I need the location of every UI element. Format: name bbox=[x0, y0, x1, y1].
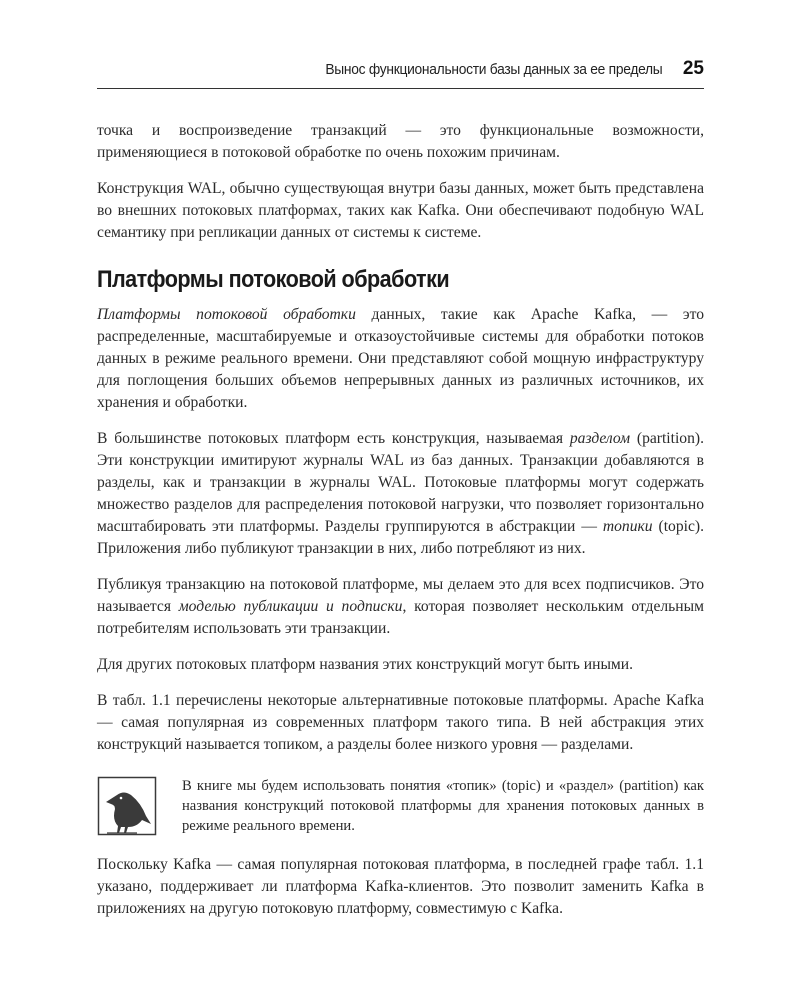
term-emphasis: Платформы потоковой обработки bbox=[97, 306, 356, 323]
paragraph: Поскольку Kafka — самая популярная потоковая платформа, в последней графе табл. 1.1 указано, поддерживает ли платформа Kafka-клиентов. Это позволит заменить Kafka в приложениях на другую потоковую платформу, совместимую с Kafka. bbox=[97, 856, 704, 917]
paragraph: Конструкция WAL, обычно существующая внутри базы данных, может быть представлена во внешних потоковых платформах, таких как Kafka. Они обеспечивают подобную WAL семантику при репликации данных от системы к системе. bbox=[97, 180, 704, 241]
term-emphasis: разделом bbox=[569, 430, 631, 447]
paragraph: Для других потоковых платформ названия этих конструкций могут быть иными. bbox=[97, 656, 634, 673]
paragraph: Платформы потоковой обработки данных, такие как Apache Kafka, — это распределенные, масштабируемые и отказоустойчивые системы для обработки потоков данных в режиме реального времени. Они представляют собой мощную инфраструктуру для поглощения больших объемов непрерывных данных из различных источников, их хранения и обработки. bbox=[97, 306, 704, 411]
paragraph: В большинстве потоковых платформ есть конструкция, называемая разделом (partition). Эти конструкции имитируют журналы WAL из баз данных. Транзакции добавляются в разделы, как и транзакции в журналы WAL. Потоковые платформы могут содержать множество разделов для распределения потоковой нагрузки, что позволяет горизонтально масштабировать эти платформы. Разделы группируются в абстракции — топики (topic). Приложения либо публикуют транзакции в них, либо потребляют из них. bbox=[97, 430, 704, 557]
paragraph: В табл. 1.1 перечислены некоторые альтернативные потоковые платформы. Apache Kafka — самая популярная из современных платформ такого типа. В ней абстракция этих конструкций называется топиком, а разделы более низкого уровня — разделами. bbox=[97, 692, 704, 753]
paragraph: Публикуя транзакцию на потоковой платформе, мы делаем это для всех подписчиков. Это называется моделью публикации и подписки, которая позволяет нескольким отдельным потребителям использовать эти транзакции. bbox=[97, 576, 704, 637]
header-rule bbox=[97, 88, 704, 89]
term-emphasis: моделью публикации и подписки bbox=[178, 598, 403, 615]
term-emphasis: топики bbox=[602, 518, 653, 535]
crow-note-icon bbox=[97, 776, 157, 836]
note-text: В книге мы будем использовать понятия «топик» (topic) и «раздел» (partition) как названия конструкций потоковой платформы для хранения потоковых данных в режиме реального времени. bbox=[182, 778, 704, 834]
paragraph: точка и воспроизведение транзакций — это функциональные возможности, применяющиеся в потоковой обработке по очень похожим причинам. bbox=[97, 122, 704, 161]
page-body bbox=[97, 120, 704, 934]
page-number: 25 bbox=[682, 58, 704, 79]
note-block bbox=[97, 776, 704, 836]
running-header bbox=[97, 58, 704, 80]
section-heading: Платформы потоковой обработки bbox=[97, 266, 450, 293]
running-title: Вынос функциональности базы данных за ее пределы bbox=[325, 61, 663, 78]
